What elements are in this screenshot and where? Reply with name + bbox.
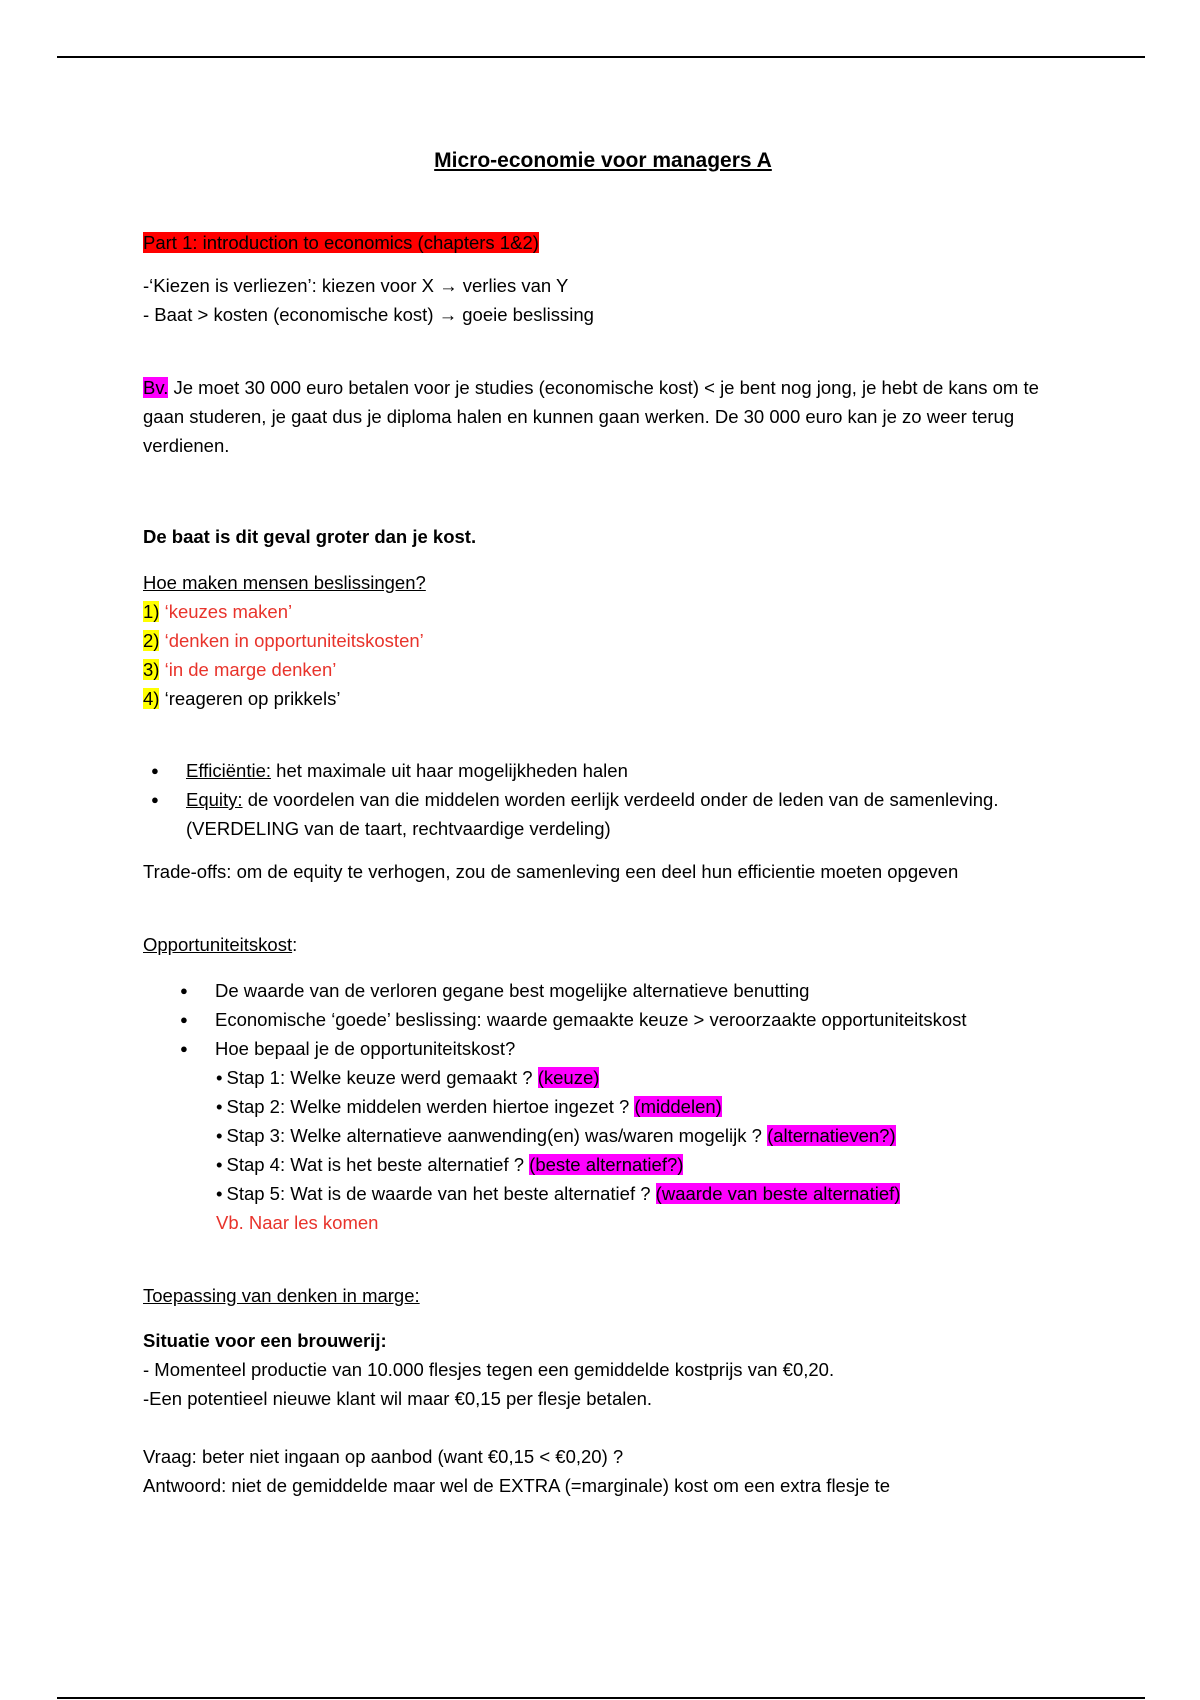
opportunity-heading-colon: : xyxy=(292,934,298,955)
steps-list xyxy=(143,1063,1063,1208)
list-item xyxy=(143,626,1063,655)
list-item xyxy=(143,1092,1063,1121)
header-rule xyxy=(57,56,1145,58)
decision-number: 1) xyxy=(143,601,160,622)
efficiency-term: Efficiëntie: xyxy=(186,760,272,781)
equity-term: Equity: xyxy=(186,789,243,810)
decisions-list xyxy=(143,597,1063,713)
step-bullet: • xyxy=(216,1096,223,1117)
situation-heading: Situatie voor een brouwerij: xyxy=(143,1330,387,1351)
step-tag: (alternatieven?) xyxy=(767,1125,896,1146)
situation-line-1: - Momenteel productie van 10.000 flesjes tegen een gemiddelde kostprijs van €0,20. xyxy=(143,1359,835,1380)
step-tag: (waarde van beste alternatief) xyxy=(655,1183,901,1204)
decision-number: 4) xyxy=(143,688,160,709)
list-item: ● Hoe bepaal je de opportuniteitskost? xyxy=(143,1034,1063,1063)
efficiency-text: het maximale uit haar mogelijkheden halen xyxy=(271,760,628,781)
example-2: Vb. Naar les komen xyxy=(216,1212,379,1233)
part1-heading: Part 1: introduction to economics (chapters 1&2) xyxy=(143,232,539,253)
step-bullet: • xyxy=(216,1154,223,1175)
step-tag: (middelen) xyxy=(634,1096,722,1117)
list-item xyxy=(143,1063,1063,1092)
decision-number: 3) xyxy=(143,659,160,680)
example-paragraph xyxy=(143,373,1063,460)
equity-text: de voordelen van die middelen worden eerlijk verdeeld onder de leden van de samenleving. (VERDELING van de taart, rechtvaardige verdeling) xyxy=(186,789,999,839)
step-tag: (keuze) xyxy=(537,1067,600,1088)
opportunity-heading-line xyxy=(143,930,1063,959)
list-item xyxy=(143,655,1063,684)
document-title: Micro-economie voor managers A xyxy=(434,149,772,172)
answer: Antwoord: niet de gemiddelde maar wel de EXTRA (=marginale) kost om een extra flesje te xyxy=(143,1475,891,1496)
list-item: ● De waarde van de verloren gegane best mogelijke alternatieve benutting xyxy=(143,976,1063,1005)
decision-number: 2) xyxy=(143,630,160,651)
decision-text: ‘in de marge denken’ xyxy=(159,659,337,680)
opportunity-list xyxy=(143,976,1063,1063)
step-bullet: • xyxy=(216,1183,223,1204)
decision-text: ‘keuzes maken’ xyxy=(159,601,293,622)
decision-text: ‘reageren op prikkels’ xyxy=(159,688,341,709)
list-item xyxy=(143,684,1063,713)
question: Vraag: beter niet ingaan op aanbod (want €0,15 < €0,20) ? xyxy=(143,1446,624,1467)
opportunity-heading: Opportuniteitskost xyxy=(143,934,293,955)
part1-heading-line xyxy=(143,228,1063,257)
list-item xyxy=(143,1150,1063,1179)
step-text: Stap 4: Wat is het beste alternatief ? xyxy=(226,1154,530,1175)
list-item xyxy=(143,1179,1063,1208)
list-item xyxy=(143,756,1063,785)
list-item xyxy=(143,785,1063,843)
step-tag: (beste alternatief?) xyxy=(529,1154,684,1175)
conclusion: De baat is dit geval groter dan je kost. xyxy=(143,526,477,547)
decisions-heading: Hoe maken mensen beslissingen? xyxy=(143,572,426,593)
decision-text: ‘denken in opportuniteitskosten’ xyxy=(159,630,424,651)
example-text: Je moet 30 000 euro betalen voor je studies (economische kost) < je bent nog jong, je hebt de kans om te gaan studeren, je gaat dus je diploma halen en kunnen gaan werken. De 30 000 euro kan je zo weer terug verdienen. xyxy=(143,377,1039,456)
situation-line-2: -Een potentieel nieuwe klant wil maar €0,15 per flesje betalen. xyxy=(143,1388,653,1409)
step-text: Stap 2: Welke middelen werden hiertoe ingezet ? xyxy=(226,1096,635,1117)
list-item xyxy=(143,1121,1063,1150)
footer-rule xyxy=(57,1697,1145,1699)
efficiency-equity-list xyxy=(143,756,1063,843)
list-item: ● Economische ‘goede’ beslissing: waarde gemaakte keuze > veroorzaakte opportuniteitskost xyxy=(143,1005,1063,1034)
list-item xyxy=(143,597,1063,626)
step-bullet: • xyxy=(216,1125,223,1146)
tradeoffs: Trade-offs: om de equity te verhogen, zou de samenleving een deel hun efficientie moeten opgeven xyxy=(143,861,959,882)
intro-line-1: -‘Kiezen is verliezen’: kiezen voor X → verlies van Y xyxy=(143,275,569,296)
step-bullet: • xyxy=(216,1067,223,1088)
step-text: Stap 1: Welke keuze werd gemaakt ? xyxy=(226,1067,538,1088)
document-page xyxy=(143,140,1063,1500)
step-text: Stap 5: Wat is de waarde van het beste alternatief ? xyxy=(226,1183,656,1204)
example-label: Bv. xyxy=(143,377,169,398)
intro-line-2: - Baat > kosten (economische kost) → goeie beslissing xyxy=(143,304,594,325)
margin-heading: Toepassing van denken in marge: xyxy=(143,1285,420,1306)
step-text: Stap 3: Welke alternatieve aanwending(en) was/waren mogelijk ? xyxy=(226,1125,768,1146)
